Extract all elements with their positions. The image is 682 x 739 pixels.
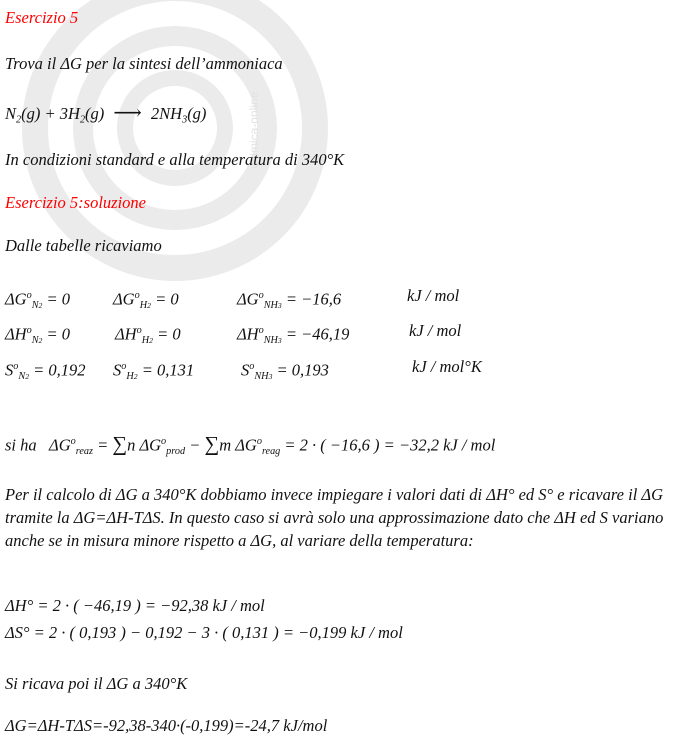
derive-intro: Si ricava poi il ΔG a 340°K bbox=[5, 674, 188, 693]
tables-intro: Dalle tabelle ricaviamo bbox=[5, 236, 162, 255]
reaction-equation: $N_2(g) + 3H_2(g)$ ⟶ $2NH_3(g)$ bbox=[5, 102, 207, 126]
solution-title: Esercizio 5:soluzione bbox=[5, 193, 146, 212]
watermark-text: chimica-online bbox=[247, 91, 261, 169]
enthalpy-equation: ΔH° = 2 · ( −46,19 ) = −92,38 kJ / mol bbox=[5, 596, 265, 615]
final-result: ΔG=ΔH-TΔS=-92,38-340·(-0,199)=-24,7 kJ/mol bbox=[5, 716, 328, 735]
exercise-title: Esercizio 5 bbox=[5, 8, 79, 27]
entropy-equation: ΔS° = 2 · ( 0,193 ) − 0,192 − 3 · ( 0,131 ) = −0,199 kJ / mol bbox=[5, 623, 403, 642]
free-energy-equation: si ha $\Delta G^o_{reaz} = \sum n$ $\Delta G^o_{prod} - \sum m$ $\Delta G^o_{reag} = 2$ · ( −16,6 ) = −32,2 kJ / mol bbox=[5, 433, 496, 458]
question-text: Trova il ΔG per la sintesi dell’ammoniaca bbox=[5, 54, 283, 73]
explanation-paragraph: Per il calcolo di ΔG a 340°K dobbiamo invece impiegare i valori dati di ΔH° ed S° e ricavare il ΔG tramite la ΔG=ΔH-TΔS. In questo caso si avrà solo una approssimazione dato che ΔH ed S variano anche se in misura minore rispetto a ΔG, al variare della temperatura: bbox=[5, 485, 664, 550]
conditions-text: In condizioni standard e alla temperatura di 340°K bbox=[5, 150, 345, 169]
